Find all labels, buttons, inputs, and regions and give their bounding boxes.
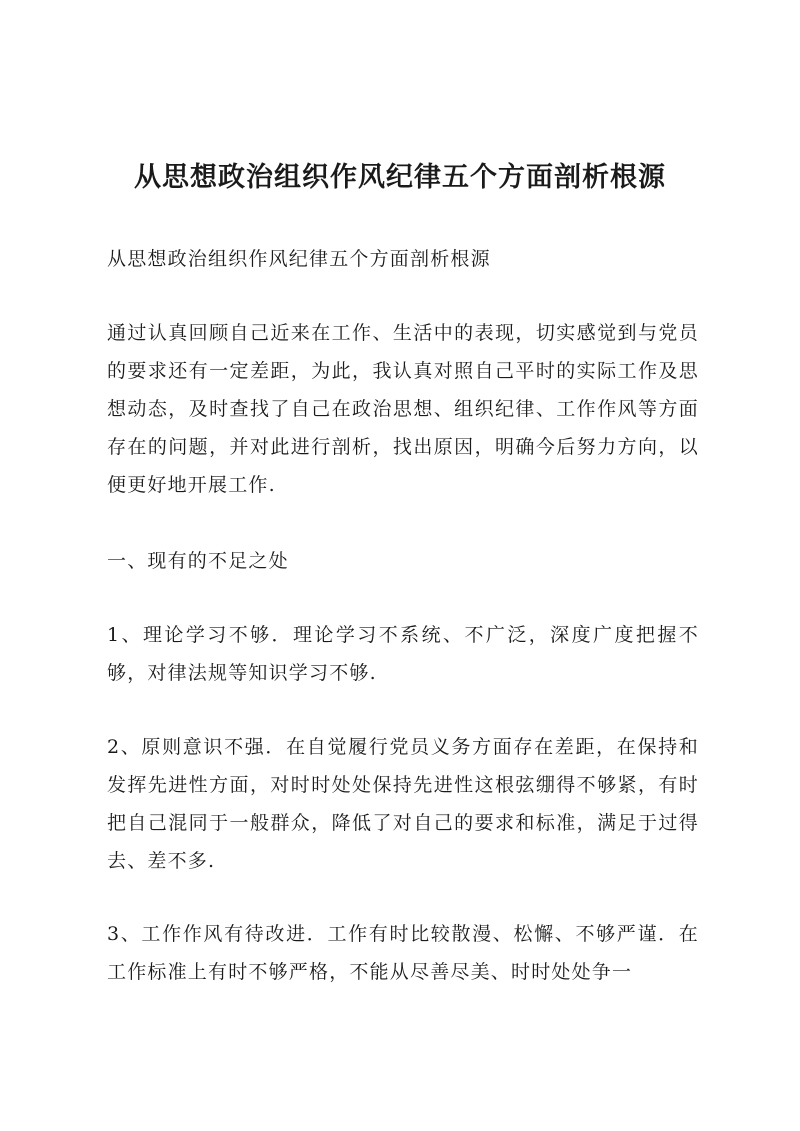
section-heading: 一、现有的不足之处 [107, 550, 289, 572]
document-subtitle: 从思想政治组织作风纪律五个方面剖析根源 [107, 248, 491, 270]
list-item: 2、原则意识不强．在自觉履行党员义务方面存在差距，在保持和发挥先进性方面，对时时处处保持先进性这根弦绷得不够紧，有时把自己混同于一般群众，降低了对自己的要求和标准，满足于过得去、差不多. [107, 736, 699, 872]
intro-paragraph: 通过认真回顾自己近来在工作、生活中的表现，切实感觉到与党员的要求还有一定差距，为此，我认真对照自己平时的实际工作及思想动态，及时查找了自己在政治思想、组织纪律、工作作风等方面存在的问题，并对此进行剖析，找出原因，明确今后努力方向，以便更好地开展工作. [107, 322, 699, 496]
list-item: 3、工作作风有待改进．工作有时比较散漫、松懈、不够严谨．在工作标准上有时不够严格，不能从尽善尽美、时时处处争一 [107, 923, 699, 983]
list-item: 1、理论学习不够．理论学习不系统、不广泛，深度广度把握不够，对律法规等知识学习不够. [107, 624, 699, 684]
document-title: 从思想政治组织作风纪律五个方面剖析根源 [134, 162, 666, 193]
